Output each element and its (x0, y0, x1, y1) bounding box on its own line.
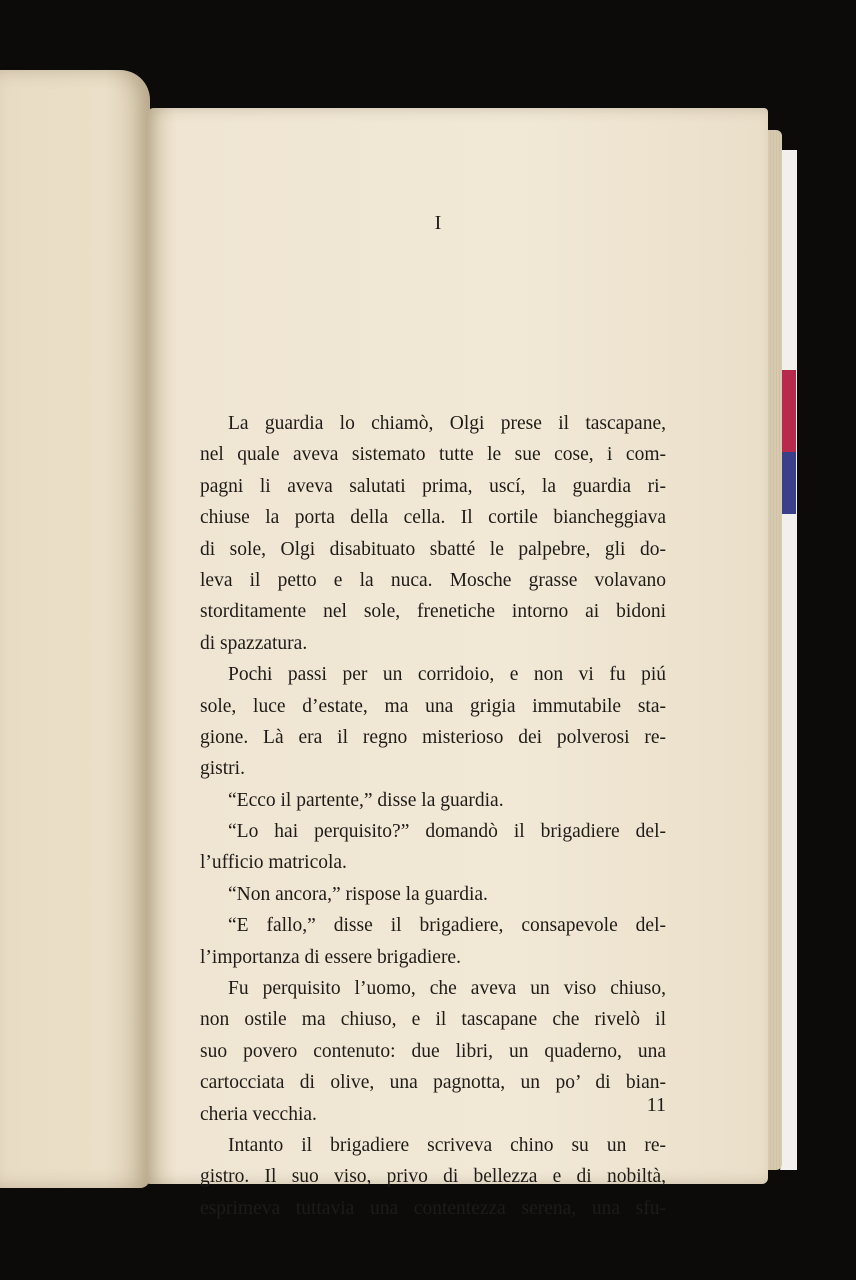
text-line: di spazzatura. (200, 632, 308, 654)
text-line: l’ufficio matricola. (200, 852, 347, 874)
text-line: storditamente nel sole, frenetiche intorno ai bidoni (200, 601, 666, 623)
text-line: “Ecco il partente,” disse la guardia. (228, 789, 504, 811)
text-line: Pochi passi per un corridoio, e non vi fu piú (228, 664, 666, 686)
text-line: cheria vecchia. (200, 1103, 317, 1125)
chapter-number: I (434, 212, 442, 234)
text-line: di sole, Olgi disabituato sbatté le palpebre, gli do- (200, 538, 666, 560)
text-line: esprimeva tuttavia una contentezza serena, una sfu- (200, 1197, 666, 1219)
text-line: gistri. (200, 758, 245, 780)
cover-blue-stripe (780, 452, 796, 514)
text-line: nel quale aveva sistemato tutte le sue cose, i com- (200, 444, 666, 466)
left-page (0, 70, 150, 1188)
text-line: cartocciata di olive, una pagnotta, un po’ di bian- (200, 1072, 666, 1094)
text-line: non ostile ma chiuso, e il tascapane che rivelò il (200, 1009, 666, 1031)
text-line: “E fallo,” disse il brigadiere, consapevole del- (228, 915, 666, 937)
text-line: gione. Là era il regno misterioso dei polverosi re- (200, 726, 666, 748)
body-text (200, 408, 666, 1224)
text-line: “Lo hai perquisito?” domandò il brigadiere del- (228, 821, 666, 843)
text-line: gistro. Il suo viso, privo di bellezza e di nobiltà, (200, 1166, 666, 1188)
text-line: La guardia lo chiamò, Olgi prese il tascapane, (228, 413, 666, 434)
cover-red-stripe (780, 370, 796, 452)
text-line: pagni li aveva salutati prima, uscí, la guardia ri- (200, 475, 666, 497)
text-line: Intanto il brigadiere scriveva chino su un re- (228, 1134, 666, 1156)
text-line: leva il petto e la nuca. Mosche grasse volavano (200, 569, 666, 591)
text-line: sole, luce d’estate, ma una grigia immutabile sta- (200, 695, 666, 717)
text-line: Fu perquisito l’uomo, che aveva un viso chiuso, (228, 978, 666, 1000)
text-line: “Non ancora,” rispose la guardia. (228, 883, 488, 905)
book-cover-edge (780, 150, 797, 1170)
text-line: l’importanza di essere brigadiere. (200, 946, 461, 968)
page-number: 11 (646, 1094, 666, 1116)
text-line: chiuse la porta della cella. Il cortile biancheggiava (200, 507, 666, 529)
text-line: suo povero contenuto: due libri, un quaderno, una (200, 1040, 666, 1062)
